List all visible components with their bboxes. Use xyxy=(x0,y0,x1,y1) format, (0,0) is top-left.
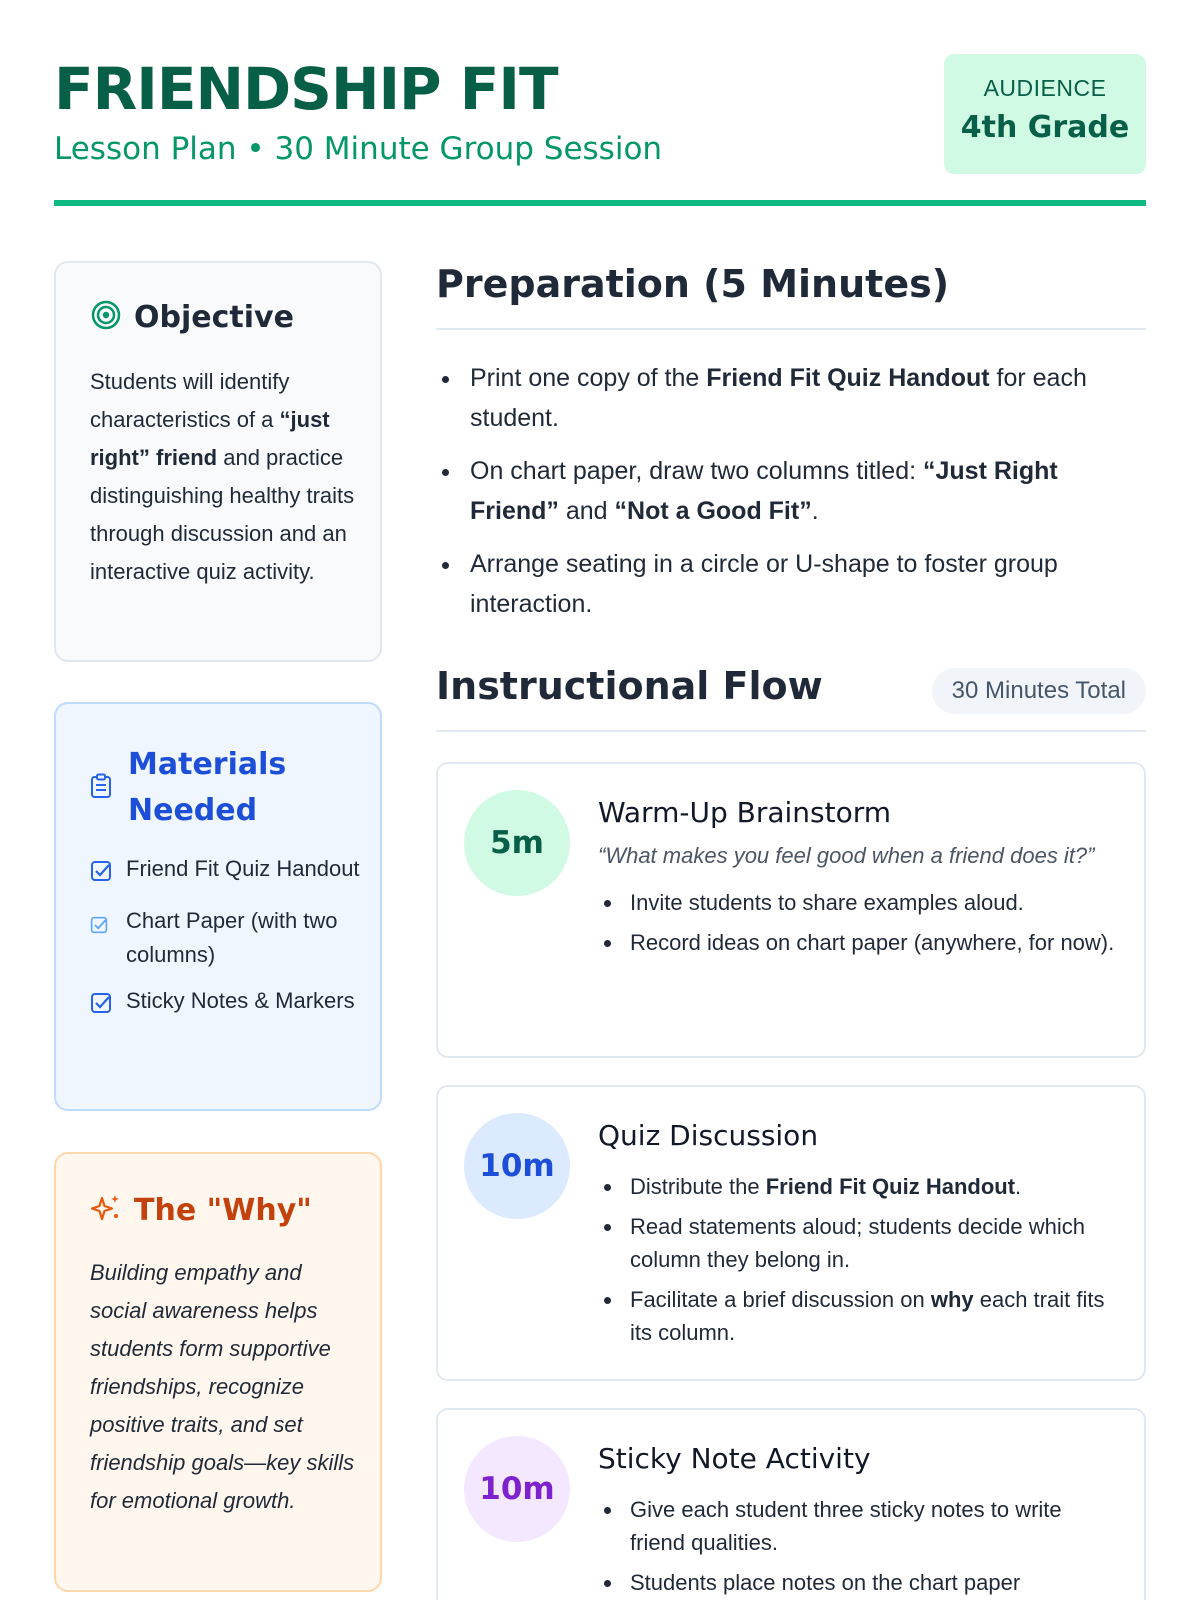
materials-heading: Materials Needed xyxy=(128,747,287,828)
divider xyxy=(436,730,1146,732)
flow-heading: Instructional Flow xyxy=(436,664,823,708)
step-card xyxy=(436,1085,1146,1381)
sparkles-icon xyxy=(90,1192,122,1229)
step-list xyxy=(598,1493,1118,1599)
list-item: Students place notes on the chart paper xyxy=(598,1566,1118,1599)
step-card xyxy=(436,1408,1146,1600)
objective-card xyxy=(54,261,382,662)
checkbox-icon xyxy=(90,910,114,944)
list-item: Distribute the Friend Fit Quiz Handout. xyxy=(598,1170,1118,1203)
step-title: Sticky Note Activity xyxy=(598,1442,871,1475)
objective-heading: Objective xyxy=(134,300,294,335)
duration-badge: 10m xyxy=(464,1436,570,1542)
checkbox-icon xyxy=(90,858,114,892)
step-quote: “What makes you feel good when a friend does it?” xyxy=(598,843,1095,868)
page-subtitle: Lesson Plan • 30 Minute Group Session xyxy=(54,131,663,167)
list-item: Facilitate a brief discussion on why each trait fits its column. xyxy=(598,1283,1118,1349)
list-item: Arrange seating in a circle or U-shape to foster group interaction. xyxy=(436,544,1136,624)
why-header xyxy=(90,1192,312,1229)
step-card xyxy=(436,762,1146,1058)
list-item: On chart paper, draw two columns titled: “Just Right Friend” and “Not a Good Fit”. xyxy=(436,451,1136,531)
materials-list xyxy=(90,852,360,1036)
page-header xyxy=(54,54,1146,206)
list-item: Print one copy of the Friend Fit Quiz Handout for each student. xyxy=(436,358,1136,438)
materials-header xyxy=(90,742,298,834)
list-item: Give each student three sticky notes to write friend qualities. xyxy=(598,1493,1118,1559)
list-item: Record ideas on chart paper (anywhere, for now). xyxy=(598,926,1118,959)
audience-badge xyxy=(944,54,1146,174)
why-heading: The "Why" xyxy=(134,1193,312,1228)
step-list xyxy=(598,886,1118,959)
objective-header xyxy=(90,299,294,336)
divider xyxy=(436,328,1146,330)
list-item: Sticky Notes & Markers xyxy=(90,984,360,1024)
clipboard-icon xyxy=(90,773,112,804)
audience-value: 4th Grade xyxy=(960,110,1130,145)
objective-text: Students will identify characteristics of a “just right” friend and practice distinguishing healthy traits through discussion and an interactive quiz activity. xyxy=(90,369,355,584)
preparation-list xyxy=(436,358,1136,637)
why-card xyxy=(54,1152,382,1592)
step-title: Warm-Up Brainstorm xyxy=(598,796,892,829)
target-icon xyxy=(90,299,122,336)
preparation-heading: Preparation (5 Minutes) xyxy=(436,262,950,306)
checkbox-icon xyxy=(90,990,114,1024)
total-time-badge: 30 Minutes Total xyxy=(932,668,1146,714)
step-list xyxy=(598,1170,1118,1349)
materials-card xyxy=(54,702,382,1111)
step-title: Quiz Discussion xyxy=(598,1119,819,1152)
audience-label: AUDIENCE xyxy=(983,75,1107,101)
duration-badge: 5m xyxy=(464,790,570,896)
page-title: FRIENDSHIP FIT xyxy=(54,55,558,123)
list-item: Chart Paper (with two columns) xyxy=(90,904,360,972)
duration-badge: 10m xyxy=(464,1113,570,1219)
why-text: Building empathy and social awareness helps students form supportive friendships, recognize positive traits, and set friendship goals—key skills for emotional growth. xyxy=(90,1260,355,1513)
list-item: Invite students to share examples aloud. xyxy=(598,886,1118,919)
list-item: Read statements aloud; students decide which column they belong in. xyxy=(598,1210,1118,1276)
list-item: Friend Fit Quiz Handout xyxy=(90,852,360,892)
